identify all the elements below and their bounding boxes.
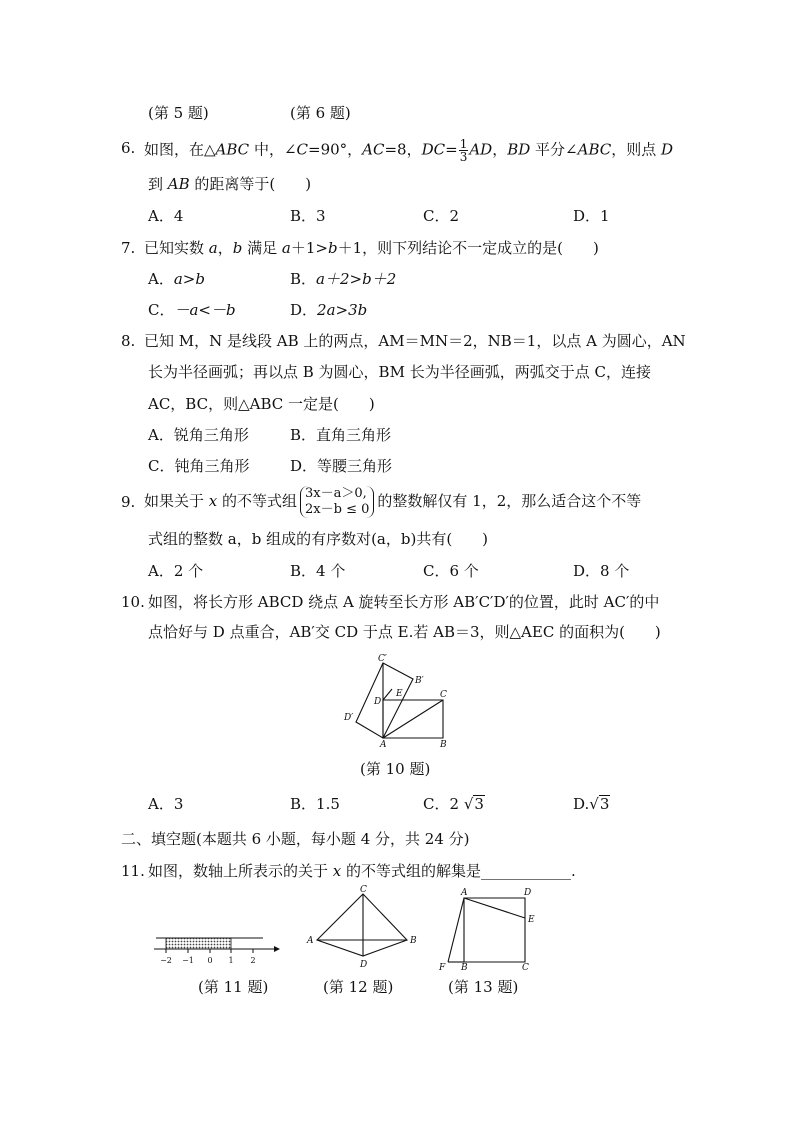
q8-line3: AC，BC，则△ABC 一定是( ) bbox=[148, 395, 375, 413]
section-title-fill-in: 二、填空题(本题共 6 小题，每小题 4 分，共 24 分) bbox=[121, 830, 470, 848]
q10-option-d: D.√3 bbox=[573, 795, 610, 813]
q6-line1: 如图，在△ABC 中，∠C=90°，AC=8，DC= $\frac{1}{3}$ AD，BD 平分∠ABC，则点 D bbox=[144, 137, 674, 164]
label-e: E bbox=[396, 689, 403, 699]
q8-option-a: A．锐角三角形 bbox=[148, 426, 249, 444]
label-f: F bbox=[439, 963, 446, 972]
q9-line1: 如果关于 x 的不等式组 3x－a＞0, 2x－b ≤ 0 的整数解仅有 1，2，那么适合这个不等 bbox=[144, 486, 642, 517]
q8-number: 8. bbox=[121, 332, 136, 350]
q6-number: 6. bbox=[121, 139, 136, 157]
q9-option-c: C．6 个 bbox=[423, 562, 479, 580]
tick-label: 1 bbox=[228, 956, 234, 965]
fraction-one-third: $\frac{1}{3}$ bbox=[459, 137, 468, 164]
q8-line1: 已知 M，N 是线段 AB 上的两点，AM＝MN＝2，NB＝1，以点 A 为圆心，AN bbox=[144, 332, 686, 350]
tick-label: −1 bbox=[182, 956, 194, 965]
caption-fig10: (第 10 题) bbox=[360, 760, 431, 778]
q7-option-c: C．－a<－b bbox=[148, 301, 236, 319]
caption-fig13: (第 13 题) bbox=[448, 978, 519, 996]
label-b1: B′ bbox=[415, 676, 424, 686]
label-a: A bbox=[461, 888, 468, 898]
label-a: A bbox=[307, 936, 314, 946]
q6-option-b: B．3 bbox=[290, 207, 326, 225]
label-c1: C′ bbox=[378, 654, 387, 664]
tick-label: 0 bbox=[207, 956, 213, 965]
diagonal-ac bbox=[383, 700, 443, 738]
q9-number: 9. bbox=[121, 493, 136, 511]
q8-option-d: D．等腰三角形 bbox=[290, 457, 393, 475]
label-e: E bbox=[528, 915, 535, 925]
tick-label: −2 bbox=[160, 956, 172, 965]
q7-number: 7. bbox=[121, 239, 136, 257]
q9-line2: 式组的整数 a，b 组成的有序数对(a，b)共有( ) bbox=[148, 530, 489, 548]
label-c: C bbox=[440, 690, 447, 700]
caption-fig6: (第 6 题) bbox=[290, 104, 351, 122]
q10-option-b: B．1.5 bbox=[290, 795, 340, 813]
caption-fig5: (第 5 题) bbox=[148, 104, 209, 122]
tick-label: 2 bbox=[250, 956, 256, 965]
segment-af bbox=[448, 898, 464, 962]
label-b: B bbox=[461, 963, 468, 972]
shaded-region bbox=[166, 938, 231, 949]
q6-option-d: D．1 bbox=[573, 207, 610, 225]
q10-line2: 点恰好与 D 点重合，AB′交 CD 于点 E.若 AB＝3，则△AEC 的面积为( ) bbox=[148, 623, 661, 641]
label-c: C bbox=[360, 885, 367, 895]
inequality-system: 3x－a＞0, 2x－b ≤ 0 bbox=[300, 486, 374, 518]
figure-q13 bbox=[432, 882, 547, 972]
q9-option-a: A．2 个 bbox=[148, 562, 204, 580]
caption-fig11: (第 11 题) bbox=[198, 978, 269, 996]
q11-number: 11. bbox=[121, 862, 145, 880]
q10-option-c: C．2 √3 bbox=[423, 795, 484, 813]
segment-ae bbox=[464, 898, 525, 918]
segment-de bbox=[383, 689, 392, 700]
q7-option-a: A．a>b bbox=[148, 270, 205, 288]
q8-option-c: C．钝角三角形 bbox=[148, 457, 250, 475]
label-b: B bbox=[440, 740, 447, 750]
q8-option-b: B．直角三角形 bbox=[290, 426, 392, 444]
q6-line2: 到 AB 的距离等于( ) bbox=[148, 175, 312, 193]
label-a: A bbox=[380, 740, 387, 750]
q10-number: 10. bbox=[121, 593, 145, 611]
q7-option-b: B．a＋2>b＋2 bbox=[290, 270, 397, 288]
q6-option-a: A．4 bbox=[148, 207, 184, 225]
q9-option-d: D．8 个 bbox=[573, 562, 630, 580]
axis-arrow bbox=[274, 946, 280, 952]
figure-q12 bbox=[305, 882, 420, 972]
label-b: B bbox=[410, 936, 417, 946]
q9-option-b: B．4 个 bbox=[290, 562, 346, 580]
q10-line1: 如图，将长方形 ABCD 绕点 A 旋转至长方形 AB′C′D′的位置，此时 AC′的中 bbox=[148, 593, 660, 611]
label-c: C bbox=[522, 963, 529, 972]
figure-q10 bbox=[340, 650, 460, 750]
label-d: D bbox=[374, 697, 382, 707]
label-d: D bbox=[524, 888, 532, 898]
label-d1: D′ bbox=[344, 713, 354, 723]
answer-blank[interactable]: ____________. bbox=[481, 862, 576, 880]
q6-option-c: C．2 bbox=[423, 207, 460, 225]
q7-option-d: D．2a>3b bbox=[290, 301, 368, 319]
label-d: D bbox=[360, 960, 368, 970]
q11-line1: 如图，数轴上所表示的关于 x 的不等式组的解集是____________. bbox=[148, 862, 576, 880]
q10-option-a: A．3 bbox=[148, 795, 184, 813]
caption-fig12: (第 12 题) bbox=[323, 978, 394, 996]
q7-line1: 已知实数 a，b 满足 a＋1>b＋1，则下列结论不一定成立的是( ) bbox=[144, 239, 599, 257]
q8-line2: 长为半径画弧；再以点 B 为圆心，BM 长为半径画弧，两弧交于点 C，连接 bbox=[148, 363, 651, 381]
figure-q11-number-line bbox=[150, 925, 280, 970]
quadrilateral-acbd bbox=[317, 894, 407, 956]
